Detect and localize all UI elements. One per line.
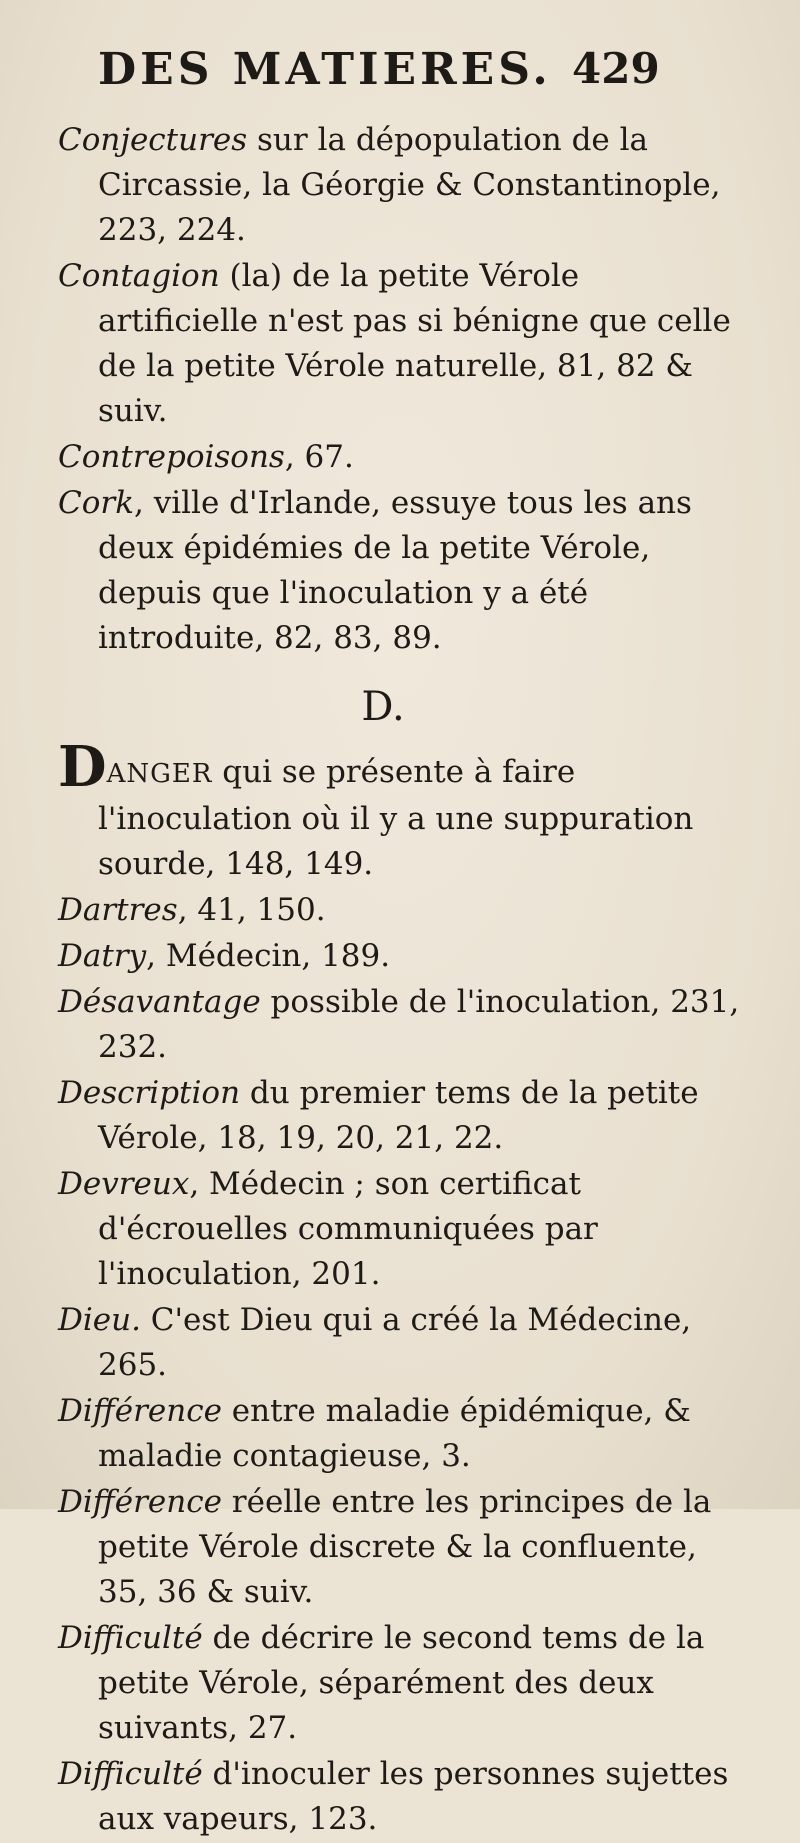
entry-head: Difficulté (58, 1620, 203, 1656)
index-entry (58, 888, 748, 933)
index-entry (58, 1298, 748, 1388)
entry-text: , 41, 150. (177, 892, 326, 928)
entry-head: Conjectures (58, 122, 248, 158)
index-entry (58, 1616, 748, 1751)
entry-text: de décrire le second tems de la petite Vérole, séparément des deux suivants, 27. (98, 1620, 705, 1746)
index-entry (58, 1752, 748, 1842)
index-entry (58, 435, 748, 480)
entry-head: Cork (58, 485, 134, 521)
entry-head: Difficulté (58, 1756, 203, 1792)
entry-head: Datry (58, 938, 147, 974)
index-entry (58, 1071, 748, 1161)
index-entry (58, 1162, 748, 1297)
page-header (0, 40, 800, 110)
entry-text: (la) de la petite Vérole artificielle n'est pas si bénigne que celle de la petite Vérole naturelle, 81, 82 & suiv. (98, 258, 731, 429)
index-entry (58, 1389, 748, 1479)
entry-head: Contagion (58, 258, 220, 294)
entry-text: , ville d'Irlande, essuye tous les ans deux épidémies de la petite Vérole, depuis que l'inoculation y a été introduite, 82, 83, 89. (98, 485, 692, 656)
entry-head: Dartres (58, 892, 178, 928)
running-title: DES MATIERES. (98, 44, 552, 95)
entry-text: , Médecin, 189. (146, 938, 391, 974)
index-entry (58, 1480, 748, 1615)
index-entry (58, 980, 748, 1070)
entry-text: , Médecin ; son certificat d'écrouelles communiquées par l'inoculation, 201. (98, 1166, 598, 1292)
entry-text: possible de l'inoculation, 231, 232. (98, 984, 740, 1065)
section-letter-heading: D. (361, 684, 405, 730)
entry-head: Différence (58, 1393, 222, 1429)
entry-text: C'est Dieu qui a créé la Médecine, 265. (98, 1302, 692, 1383)
entry-head: Description (58, 1075, 241, 1111)
entry-text: d'inoculer les personnes sujettes aux vapeurs, 123. (98, 1756, 729, 1837)
entry-text: qui se présente à faire l'inoculation où il y a une suppuration sourde, 148, 149. (98, 754, 694, 882)
entry-text: sur la dépopulation de la Circassie, la Géorgie & Constantinople, 223, 224. (98, 122, 721, 248)
entry-text: entre maladie épidémique, & maladie contagieuse, 3. (98, 1393, 691, 1474)
index-entry (58, 481, 748, 661)
entry-head: Contrepoisons (58, 439, 285, 475)
entry-text: du premier tems de la petite Vérole, 18, 19, 20, 21, 22. (98, 1075, 699, 1156)
index-entries (58, 118, 748, 1843)
page-number: 429 (572, 44, 660, 93)
index-entry (58, 734, 748, 887)
drop-cap: D (58, 734, 107, 800)
index-entry (58, 934, 748, 979)
entry-head: Devreux (58, 1166, 190, 1202)
index-entry (58, 118, 748, 253)
entry-text: , 67. (284, 439, 354, 475)
entry-head: Différence (58, 1484, 222, 1520)
entry-head: Dieu. (58, 1302, 141, 1338)
entry-text: réelle entre les principes de la petite Vérole discrete & la confluente, 35, 36 & suiv. (98, 1484, 712, 1610)
entry-head: Désavantage (58, 984, 261, 1020)
entry-head-smallcaps: ANGER (106, 759, 213, 789)
index-entry (58, 254, 748, 434)
